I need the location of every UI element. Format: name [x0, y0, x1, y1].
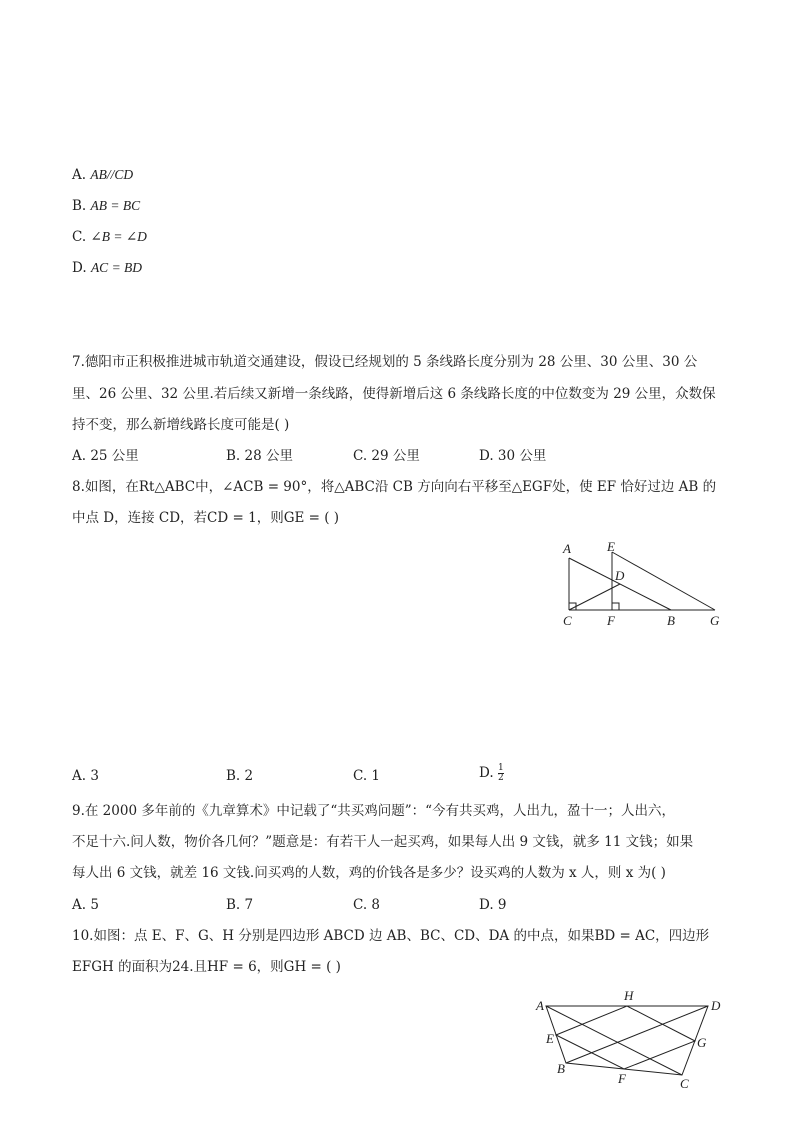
label-b: B: [557, 1061, 565, 1076]
q7-option-c: C. 29 公里: [353, 448, 420, 464]
label-g: G: [710, 613, 720, 628]
quadrilateral-abcd: [546, 1006, 708, 1075]
q10-text-line1: 10.如图：点 E、F、G、H 分别是四边形 ABCD 边 AB、BC、CD、DA 的中点，如果BD = AC，四边形: [72, 928, 710, 944]
label-b: B: [667, 613, 675, 628]
q9-option-c: C. 8: [353, 897, 381, 913]
q9-option-b: B. 7: [226, 897, 254, 913]
segment-eg: [612, 552, 715, 610]
q8-text-line1: 8.如图，在Rt△ABC中，∠ACB = 90°，将△ABC沿 CB 方向向右平移至△EGF处，使 EF 恰好过边 AB 的: [72, 479, 717, 495]
q7-text-line2: 里、26 公里、32 公里.若后续又新增一条线路，使得新增后这 6 条线路长度的中位数变为 29 公里，众数保: [72, 386, 716, 402]
q10-text-line2: EFGH 的面积为24.且HF = 6，则GH = ( ): [72, 959, 341, 975]
q6-option-d: D. AC = BD: [72, 260, 143, 276]
label-h: H: [624, 988, 634, 1003]
q9-text-line1: 9.在 2000 多年前的《九章算术》中记载了“共买鸡问题”：“今有共买鸡，人出九，盈十一；人出六，: [72, 803, 676, 819]
label-a: A: [536, 998, 544, 1013]
q7-option-b: B. 28 公里: [226, 448, 293, 464]
label-e: E: [607, 539, 615, 554]
quadrilateral-efgh: [556, 1006, 695, 1069]
label-c: C: [563, 613, 572, 628]
q6-option-a: A. AB//CD: [72, 167, 134, 183]
q9-option-d: D. 9: [479, 897, 507, 913]
q7-option-a: A. 25 公里: [72, 448, 139, 464]
q7-text-line1: 7.德阳市正积极推进城市轨道交通建设，假设已经规划的 5 条线路长度分别为 28 公里、30 公里、30 公: [72, 354, 698, 370]
label-a: A: [563, 541, 571, 556]
diagonal-bd: [566, 1006, 708, 1063]
q8-option-d: D. $\frac{1}{2}$: [479, 763, 504, 783]
label-d: D: [615, 568, 625, 583]
q8-figure: [555, 538, 730, 633]
label-f: F: [618, 1071, 626, 1086]
q10-figure: [530, 985, 730, 1095]
label-c: C: [680, 1076, 689, 1091]
q8-option-a: A. 3: [72, 768, 99, 784]
q8-option-c: C. 1: [353, 768, 381, 784]
q9-text-line2: 不足十六.问人数，物价各几何？”题意是：有若干人一起买鸡，如果每人出 9 文钱，就多 11 文钱；如果: [72, 834, 694, 850]
label-d: D: [711, 998, 721, 1013]
fraction-one-half: $\frac{1}{2}$: [497, 763, 504, 783]
q6-option-c: C. ∠B = ∠D: [72, 229, 147, 245]
q7-text-line3: 持不变，那么新增线路长度可能是( ): [72, 417, 290, 433]
q9-option-a: A. 5: [72, 897, 99, 913]
q9-text-line3: 每人出 6 文钱，就差 16 文钱.问买鸡的人数，鸡的价钱各是多少？设买鸡的人数为 x 人，则 x 为( ): [72, 865, 666, 881]
q6-option-b: B. AB = BC: [72, 198, 141, 214]
label-g: G: [697, 1035, 707, 1050]
q8-option-b: B. 2: [226, 768, 254, 784]
label-f: F: [607, 613, 615, 628]
q7-option-d: D. 30 公里: [479, 448, 547, 464]
right-angle-f: [612, 603, 619, 610]
q8-text-line2: 中点 D，连接 CD，若CD = 1，则GE = ( ): [72, 510, 340, 526]
label-e: E: [546, 1031, 554, 1046]
